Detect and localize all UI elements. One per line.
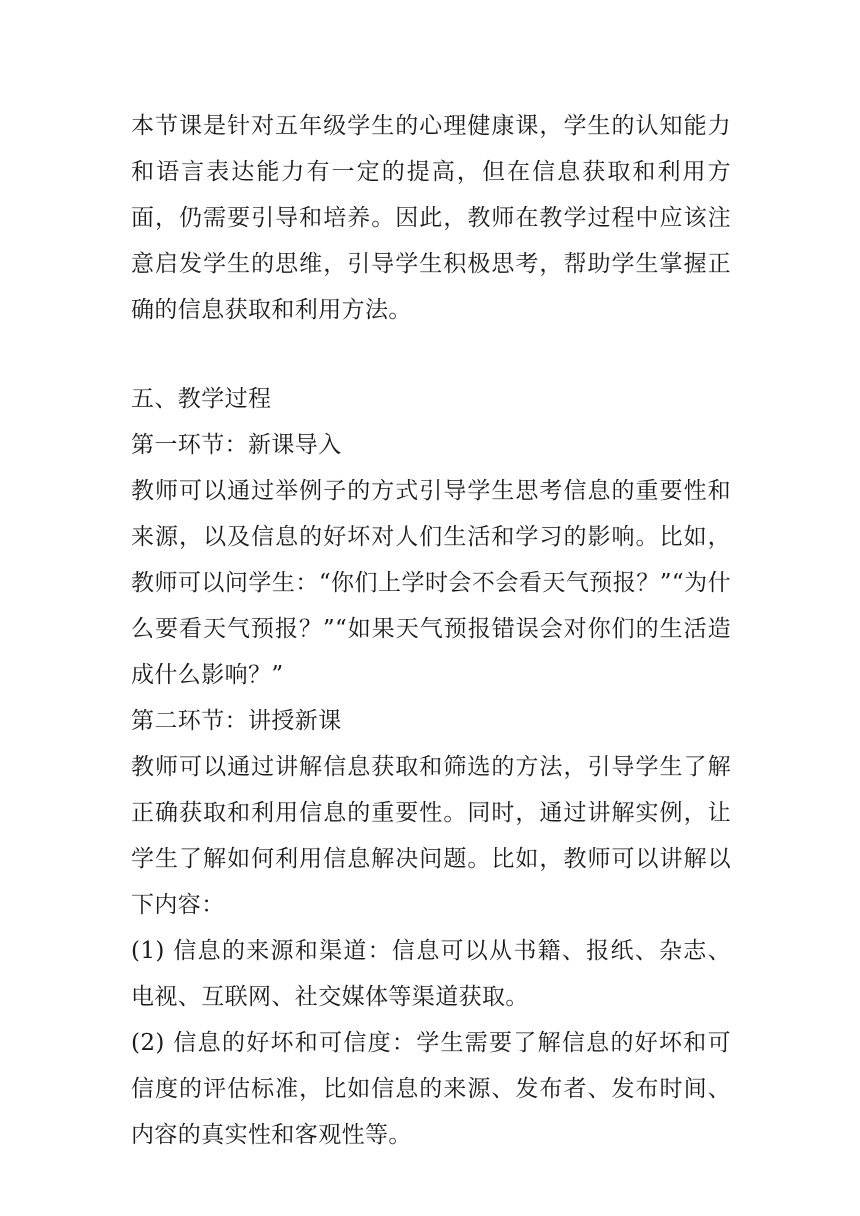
- list-item-1: (1) 信息的来源和渠道：信息可以从书籍、报纸、杂志、电视、互联网、社交媒体等渠道获取。: [131, 938, 731, 1010]
- list-item-2: (2) 信息的好坏和可信度：学生需要了解信息的好坏和可信度的评估标准，比如信息的来源、发布者、发布时间、内容的真实性和客观性等。: [131, 1030, 731, 1148]
- step1-paragraph: 教师可以通过举例子的方式引导学生思考信息的重要性和来源，以及信息的好坏对人们生活和学习的影响。比如，教师可以问学生：“你们上学时会不会看天气预报？”“为什么要看天气预报？”“如果天气预报错误会对你们的生活造成什么影响？”: [131, 478, 731, 688]
- step2-heading: 第二环节：讲授新课: [131, 708, 342, 734]
- step2-paragraph: 教师可以通过讲解信息获取和筛选的方法，引导学生了解正确获取和利用信息的重要性。同时，通过讲解实例，让学生了解如何利用信息解决问题。比如，教师可以讲解以下内容：: [131, 754, 731, 918]
- paragraph-gap: [131, 333, 731, 376]
- step1-heading: 第一环节：新课导入: [131, 432, 342, 458]
- intro-paragraph: 本节课是针对五年级学生的心理健康课，学生的认知能力和语言表达能力有一定的提高，但在信息获取和利用方面，仍需要引导和培养。因此，教师在教学过程中应该注意启发学生的思维，引导学生积极思考，帮助学生掌握正确的信息获取和利用方法。: [131, 113, 731, 323]
- section-heading: 五、教学过程: [131, 386, 272, 412]
- document-page: [131, 103, 731, 1158]
